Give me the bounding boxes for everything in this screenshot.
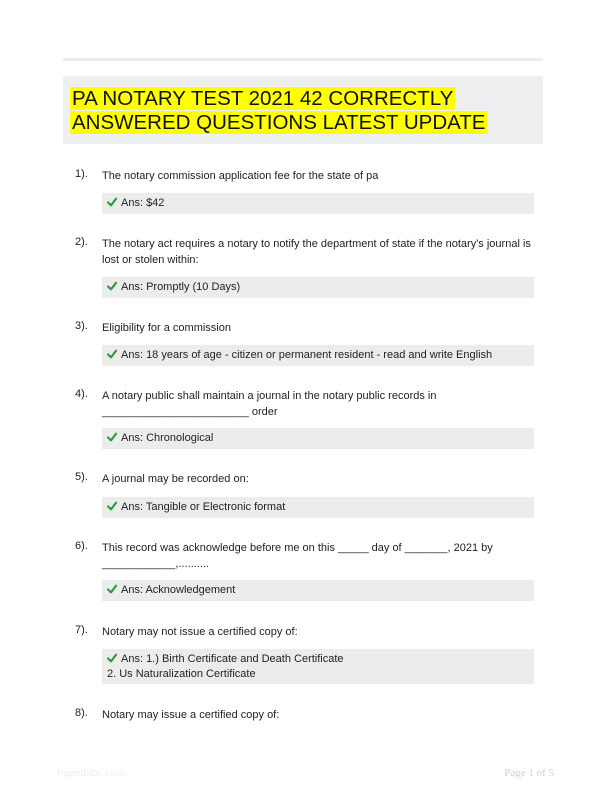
question-text: Notary may issue a certified copy of:	[102, 709, 280, 721]
answer-box	[102, 649, 534, 684]
answer-text: Ans: Acknowledgement	[121, 584, 236, 596]
question-number: 6).	[75, 540, 88, 552]
answer-text: Ans: 1.) Birth Certificate and Death Certificate	[121, 653, 344, 665]
question-number: 7).	[75, 624, 88, 636]
question-number: 2).	[75, 236, 88, 248]
question-text: Eligibility for a commission	[102, 322, 231, 334]
top-rule	[63, 58, 543, 61]
question-number: 4).	[75, 388, 88, 400]
page-number: Page 1 of 5	[504, 767, 554, 779]
question-number: 5).	[75, 471, 88, 483]
answer-text: Ans: Promptly (10 Days)	[121, 281, 241, 293]
answer-text: Ans: 18 years of age - citizen or permanent resident - read and write English	[121, 349, 493, 361]
question-text: Notary may not issue a certified copy of:	[102, 626, 298, 638]
answer-text-line2: 2. Us Naturalization Certificate	[107, 668, 256, 680]
document-title: PA NOTARY TEST 2021 42 CORRECTLY ANSWERED QUESTIONS LATEST UPDATE	[72, 87, 486, 134]
question-number: 1).	[75, 168, 88, 180]
check-icon	[107, 281, 117, 291]
question-number: 3).	[75, 320, 88, 332]
question-text: The notary commission application fee for the state of pa	[102, 170, 379, 182]
check-icon	[107, 432, 117, 442]
question-text: This record was acknowledge before me on this _____ day of _______, 2021 by ____________,..........	[102, 542, 493, 570]
footer-watermark: Paperbtbc.com	[57, 768, 125, 779]
answer-box	[102, 428, 534, 449]
answer-box	[102, 277, 534, 298]
answer-text: Ans: Tangible or Electronic format	[121, 501, 286, 513]
check-icon	[107, 501, 117, 511]
check-icon	[107, 349, 117, 359]
check-icon	[107, 653, 117, 663]
question-text: A journal may be recorded on:	[102, 473, 249, 485]
answer-text: Ans: Chronological	[121, 432, 214, 444]
answer-text: Ans: $42	[121, 197, 165, 209]
question-number: 8).	[75, 707, 88, 719]
answer-box	[102, 497, 534, 518]
check-icon	[107, 197, 117, 207]
answer-box	[102, 193, 534, 214]
question-text: A notary public shall maintain a journal in the notary public records in ________________________ order	[102, 390, 437, 418]
question-text: The notary act requires a notary to notify the department of state if the notary's journal is lost or stolen within:	[102, 238, 531, 266]
check-icon	[107, 584, 117, 594]
answer-box	[102, 345, 534, 366]
answer-box	[102, 580, 534, 601]
